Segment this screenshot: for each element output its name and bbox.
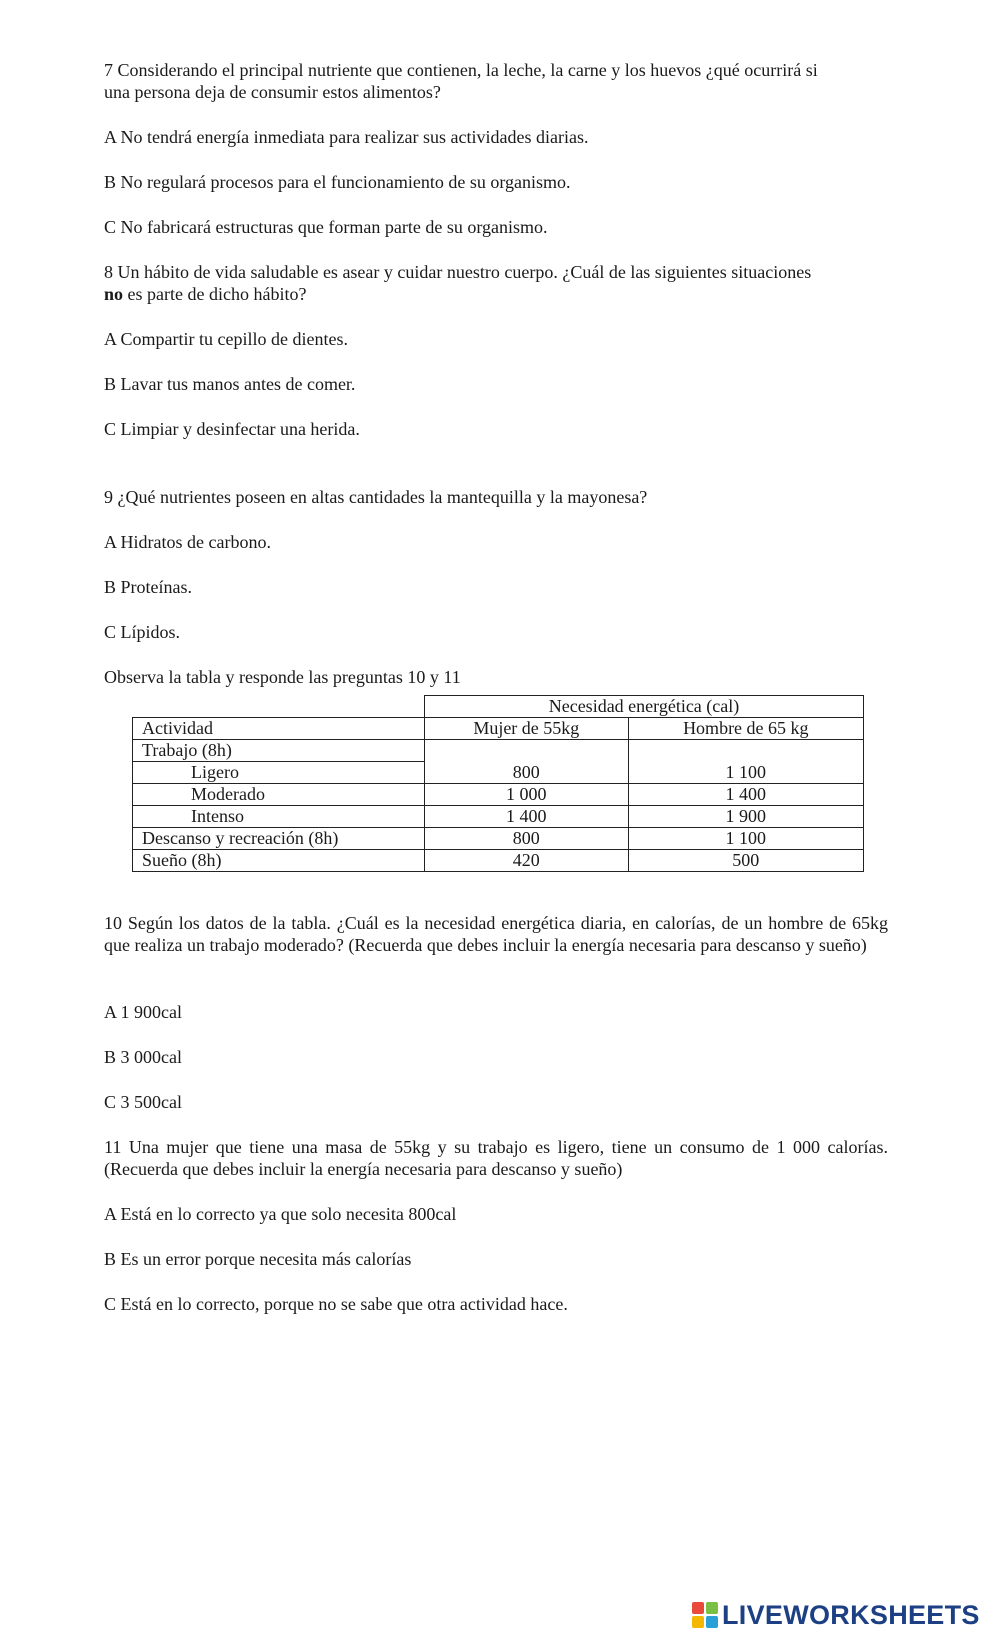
table-intro: Observa la tabla y responde las preguntas 10 y 11 (104, 667, 461, 687)
row-label: Moderado (133, 784, 425, 806)
q7-stem-line1: 7 Considerando el principal nutriente que contienen, la leche, la carne y los huevos ¿qué ocurrirá si (104, 60, 818, 80)
cell-woman: 800 (425, 762, 629, 784)
table-row (133, 762, 864, 784)
q9-option-b[interactable]: B Proteínas. (104, 577, 192, 597)
row-label: Descanso y recreación (8h) (133, 828, 425, 850)
q7-option-a[interactable]: A No tendrá energía inmediata para realizar sus actividades diarias. (104, 127, 589, 147)
cell-man: 500 (628, 850, 863, 872)
q9-stem: 9 ¿Qué nutrientes poseen en altas cantidades la mantequilla y la mayonesa? (104, 487, 648, 507)
q8-stem-line2 (104, 283, 888, 305)
liveworksheets-logo-icon (692, 1602, 718, 1628)
cell-empty (628, 740, 863, 762)
q11-option-a[interactable]: A Está en lo correcto ya que solo necesita 800cal (104, 1204, 457, 1224)
cell-woman: 800 (425, 828, 629, 850)
q8-option-a[interactable]: A Compartir tu cepillo de dientes. (104, 329, 348, 349)
col-header-man: Hombre de 65 kg (628, 718, 863, 740)
table-row (133, 828, 864, 850)
table-group-header: Necesidad energética (cal) (425, 696, 864, 718)
col-header-activity: Actividad (133, 718, 425, 740)
table-row (133, 784, 864, 806)
cell-man: 1 400 (628, 784, 863, 806)
table-header-row (133, 718, 864, 740)
q11-option-c[interactable]: C Está en lo correcto, porque no se sabe que otra actividad hace. (104, 1294, 568, 1314)
cell-woman: 1 400 (425, 806, 629, 828)
q7-stem-line2: una persona deja de consumir estos alimentos? (104, 82, 441, 102)
q7-option-c[interactable]: C No fabricará estructuras que forman parte de su organismo. (104, 217, 548, 237)
cell-man: 1 900 (628, 806, 863, 828)
q8-option-b[interactable]: B Lavar tus manos antes de comer. (104, 374, 356, 394)
row-label: Sueño (8h) (133, 850, 425, 872)
energy-needs-table (132, 695, 864, 872)
row-label: Ligero (133, 762, 425, 784)
q8-stem-line1: 8 Un hábito de vida saludable es asear y cuidar nuestro cuerpo. ¿Cuál de las siguientes situaciones (104, 262, 812, 282)
q9-option-a[interactable]: A Hidratos de carbono. (104, 532, 271, 552)
cell-man: 1 100 (628, 762, 863, 784)
q8-emphasis-no: no (104, 284, 124, 304)
table-corner-empty (133, 696, 425, 718)
row-label-work: Trabajo (8h) (133, 740, 425, 762)
q10-stem: 10 Según los datos de la tabla. ¿Cuál es la necesidad energética diaria, en calorías, de un hombre de 65kg que realiza un trabajo moderado? (Recuerda que debes incluir la energía necesaria para descanso y sueño) (104, 913, 888, 955)
liveworksheets-watermark (692, 1598, 980, 1632)
row-label: Intenso (133, 806, 425, 828)
q8-stem-line2-rest: es parte de dicho hábito? (123, 284, 307, 304)
q10-option-a[interactable]: A 1 900cal (104, 1002, 182, 1022)
q10-option-c[interactable]: C 3 500cal (104, 1092, 182, 1112)
cell-man: 1 100 (628, 828, 863, 850)
cell-woman: 1 000 (425, 784, 629, 806)
table-header-row-group (133, 696, 864, 718)
table-row-work (133, 740, 864, 762)
table-row (133, 850, 864, 872)
q11-stem: 11 Una mujer que tiene una masa de 55kg y su trabajo es ligero, tiene un consumo de 1 000 calorías. (Recuerda que debes incluir la energía necesaria para descanso y sueño) (104, 1137, 888, 1179)
q7-option-b[interactable]: B No regulará procesos para el funcionamiento de su organismo. (104, 172, 571, 192)
watermark-text: LIVEWORKSHEETS (722, 1599, 980, 1630)
table-row (133, 806, 864, 828)
q8-option-c[interactable]: C Limpiar y desinfectar una herida. (104, 419, 360, 439)
q9-option-c[interactable]: C Lípidos. (104, 622, 181, 642)
q11-option-b[interactable]: B Es un error porque necesita más calorías (104, 1249, 412, 1269)
q10-option-b[interactable]: B 3 000cal (104, 1047, 182, 1067)
cell-woman: 420 (425, 850, 629, 872)
col-header-woman: Mujer de 55kg (425, 718, 629, 740)
cell-empty (425, 740, 629, 762)
